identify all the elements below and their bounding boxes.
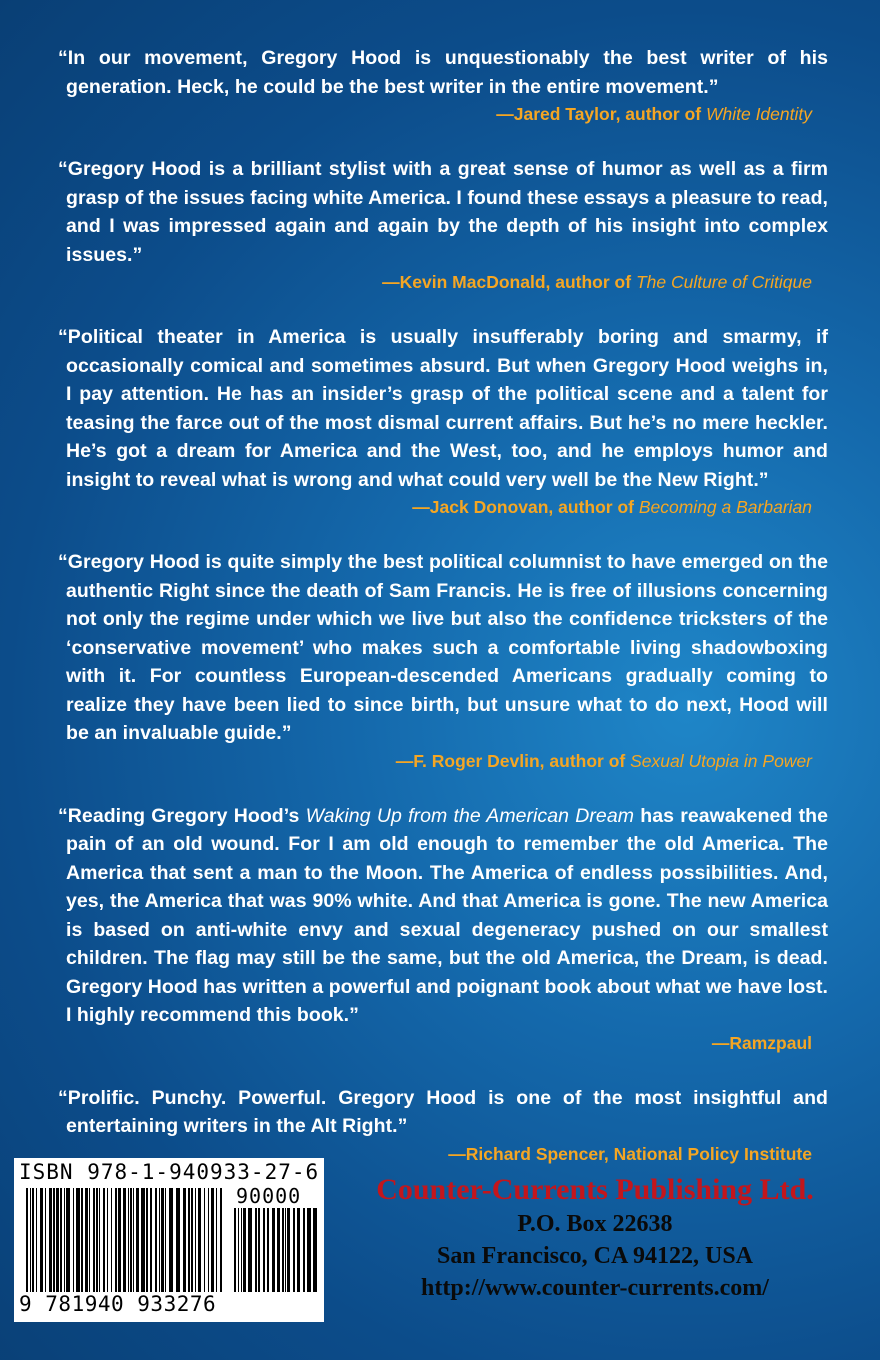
barcode-bar — [93, 1188, 95, 1292]
barcode-bar — [241, 1208, 242, 1292]
barcode-bar — [99, 1188, 100, 1292]
barcode-bar — [64, 1188, 65, 1292]
barcode-bar — [73, 1188, 74, 1292]
barcode-bar — [146, 1188, 148, 1292]
barcode-bar — [285, 1208, 286, 1292]
barcode-bar — [258, 1208, 260, 1292]
blurb-jack-donovan — [58, 323, 828, 520]
barcode-bar — [30, 1188, 31, 1292]
barcode-bar — [161, 1188, 164, 1292]
quote-body: has reawakened the pain of an old wound. For I am old enough to remember the old America. The America that sent a man to the Moon. The America of endless possibilities. And, yes, the America that was 90% white. And that America is gone. The new America is based on anti-white envy and sexual degeneracy pushed on our smallest children. The flag may still be the same, but the old America, the Dream, is dead. Gregory Hood has written a powerful and poignant book about what we have lost. I highly recommend this book.” — [66, 804, 828, 1026]
barcode-bar — [26, 1188, 28, 1292]
barcode-bar — [133, 1188, 134, 1292]
attribution-author: —Jack Donovan, author of — [412, 497, 639, 517]
barcode-bar — [191, 1188, 193, 1292]
barcode-bar — [282, 1208, 284, 1292]
isbn-label: ISBN 978-1-940933-27-6 — [19, 1160, 320, 1184]
blurb-list — [58, 44, 828, 1195]
barcode-bar — [141, 1188, 145, 1292]
ean-barcode-bars — [26, 1188, 226, 1292]
barcode-bar — [204, 1188, 205, 1292]
blurb-quote: “Gregory Hood is a brilliant stylist with a great sense of humor as well as a firm grasp of the issues facing white America. I found these essays a pleasure to read, and I was impressed again and again by the depth of his insight into complex issues.” — [58, 158, 828, 266]
barcode-bar — [216, 1188, 217, 1292]
blurb-quote: “Gregory Hood is quite simply the best political columnist to have emerged on the authentic Right since the death of Sam Francis. He is free of illusions concerning not only the regime under which we live but also the confidence tricksters of the ‘conservative movement’ who makes such a comfortable living shadowboxing with it. For countless European-descended Americans gradually coming to realize they have been lied to since birth, but unsure what to do next, Hood will be an invaluable guide.” — [58, 551, 828, 744]
attribution-author: —Jared Taylor, author of — [496, 104, 706, 124]
barcode-bar — [66, 1188, 70, 1292]
blurb-roger-devlin — [58, 548, 828, 774]
barcode-bar — [211, 1188, 214, 1292]
attribution-book-title: Sexual Utopia in Power — [630, 750, 812, 771]
blurb-attribution — [58, 1030, 828, 1056]
blurb-kevin-macdonald — [58, 155, 828, 295]
barcode-bar — [183, 1188, 186, 1292]
barcode-bar — [243, 1208, 246, 1292]
barcode-bar — [307, 1208, 311, 1292]
publisher-url: http://www.counter-currents.com/ — [421, 1275, 769, 1301]
quote-prefix: “Reading Gregory Hood’s — [58, 804, 306, 827]
barcode-bar — [49, 1188, 52, 1292]
attribution-author: —Kevin MacDonald, author of — [382, 272, 636, 292]
barcode-bar — [169, 1188, 173, 1292]
blurb-attribution — [58, 748, 828, 774]
barcode-bar — [136, 1188, 139, 1292]
barcode-bar — [188, 1188, 190, 1292]
barcode-bar — [303, 1208, 305, 1292]
barcode-bar — [85, 1188, 88, 1292]
blurb-quote — [58, 802, 828, 1030]
quote-book-title: Waking Up from the American Dream — [305, 804, 635, 827]
barcode-bar — [272, 1208, 275, 1292]
barcode-bar — [263, 1208, 265, 1292]
barcode-bar — [118, 1188, 121, 1292]
attribution-author: —Richard Spencer, National Policy Institute — [448, 1143, 812, 1164]
barcode-bar — [234, 1208, 236, 1292]
attribution-book-title: The Culture of Critique — [635, 272, 812, 292]
barcode-bar — [53, 1188, 55, 1292]
barcode-bar — [150, 1188, 152, 1292]
barcode-bar — [248, 1208, 252, 1292]
ean-digits: 9 781940 933276 — [19, 1292, 217, 1316]
barcode-bar — [198, 1188, 201, 1292]
barcode-bar — [277, 1208, 280, 1292]
barcode-bar — [130, 1188, 132, 1292]
blurb-attribution — [58, 101, 828, 127]
blurb-attribution — [58, 269, 828, 295]
supplement-barcode-bars — [234, 1208, 318, 1292]
blurb-jared-taylor — [58, 44, 828, 127]
barcode-bar — [313, 1208, 317, 1292]
barcode-bar — [293, 1208, 295, 1292]
barcode-bar — [255, 1208, 257, 1292]
barcode-bar — [76, 1188, 80, 1292]
blurb-ramzpaul — [58, 802, 828, 1056]
barcode-bar — [103, 1188, 105, 1292]
barcode-bar — [32, 1188, 34, 1292]
barcode-bar — [176, 1188, 180, 1292]
barcode-bar — [36, 1188, 37, 1292]
barcode-bar — [287, 1208, 290, 1292]
barcode-bar — [56, 1188, 59, 1292]
barcode-bar — [107, 1188, 108, 1292]
barcode-bar — [111, 1188, 112, 1292]
barcode-bar — [60, 1188, 62, 1292]
publisher-name: Counter-Currents Publishing Ltd. — [376, 1173, 814, 1206]
barcode-bar — [195, 1188, 196, 1292]
blurb-quote: “Political theater in America is usually insufferably boring and smarmy, if occasionally comical and sometimes absurd. But when Gregory Hood weighs in, I pay attention. He has an insider’s grasp of the political scene and a talent for teasing the farce out of the most dismal current affairs. But he’s no mere heckler. He’s got a dream for America and the West, too, and he employs humor and insight to reveal what is wrong and what could very well be the New Right.” — [58, 326, 828, 491]
barcode-bar — [115, 1188, 117, 1292]
isbn-barcode — [14, 1158, 324, 1322]
barcode-bar — [123, 1188, 126, 1292]
barcode-bar — [238, 1208, 239, 1292]
barcode-supplement-number: 90000 — [236, 1184, 302, 1208]
publisher-address-line2: San Francisco, CA 94122, USA — [436, 1243, 754, 1269]
barcode-bar — [159, 1188, 160, 1292]
barcode-bar — [45, 1188, 46, 1292]
barcode-bar — [128, 1188, 129, 1292]
attribution-book-title: Becoming a Barbarian — [638, 497, 812, 517]
attribution-book-title: White Identity — [705, 104, 812, 124]
attribution-author: —Ramzpaul — [711, 1032, 812, 1053]
barcode-bar — [89, 1188, 90, 1292]
barcode-bar — [208, 1188, 209, 1292]
barcode-bar — [96, 1188, 98, 1292]
publisher-address-line1: P.O. Box 22638 — [517, 1211, 673, 1237]
blurb-attribution — [58, 494, 828, 520]
attribution-author: —F. Roger Devlin, author of — [395, 750, 631, 771]
barcode-bar — [165, 1188, 166, 1292]
barcode-bar — [220, 1188, 222, 1292]
barcode-bar — [40, 1188, 43, 1292]
blurb-quote: “Prolific. Punchy. Powerful. Gregory Hood is one of the most insightful and entertaining writers in the Alt Right.” — [58, 1086, 828, 1137]
barcode-bar — [155, 1188, 157, 1292]
publisher-info — [330, 1172, 860, 1304]
barcode-bar — [297, 1208, 300, 1292]
blurb-quote: “In our movement, Gregory Hood is unquestionably the best writer of his generation. Heck, he could be the best writer in the entire movement.” — [58, 47, 828, 98]
barcode-bar — [81, 1188, 83, 1292]
blurb-richard-spencer — [58, 1084, 828, 1167]
barcode-bar — [267, 1208, 269, 1292]
